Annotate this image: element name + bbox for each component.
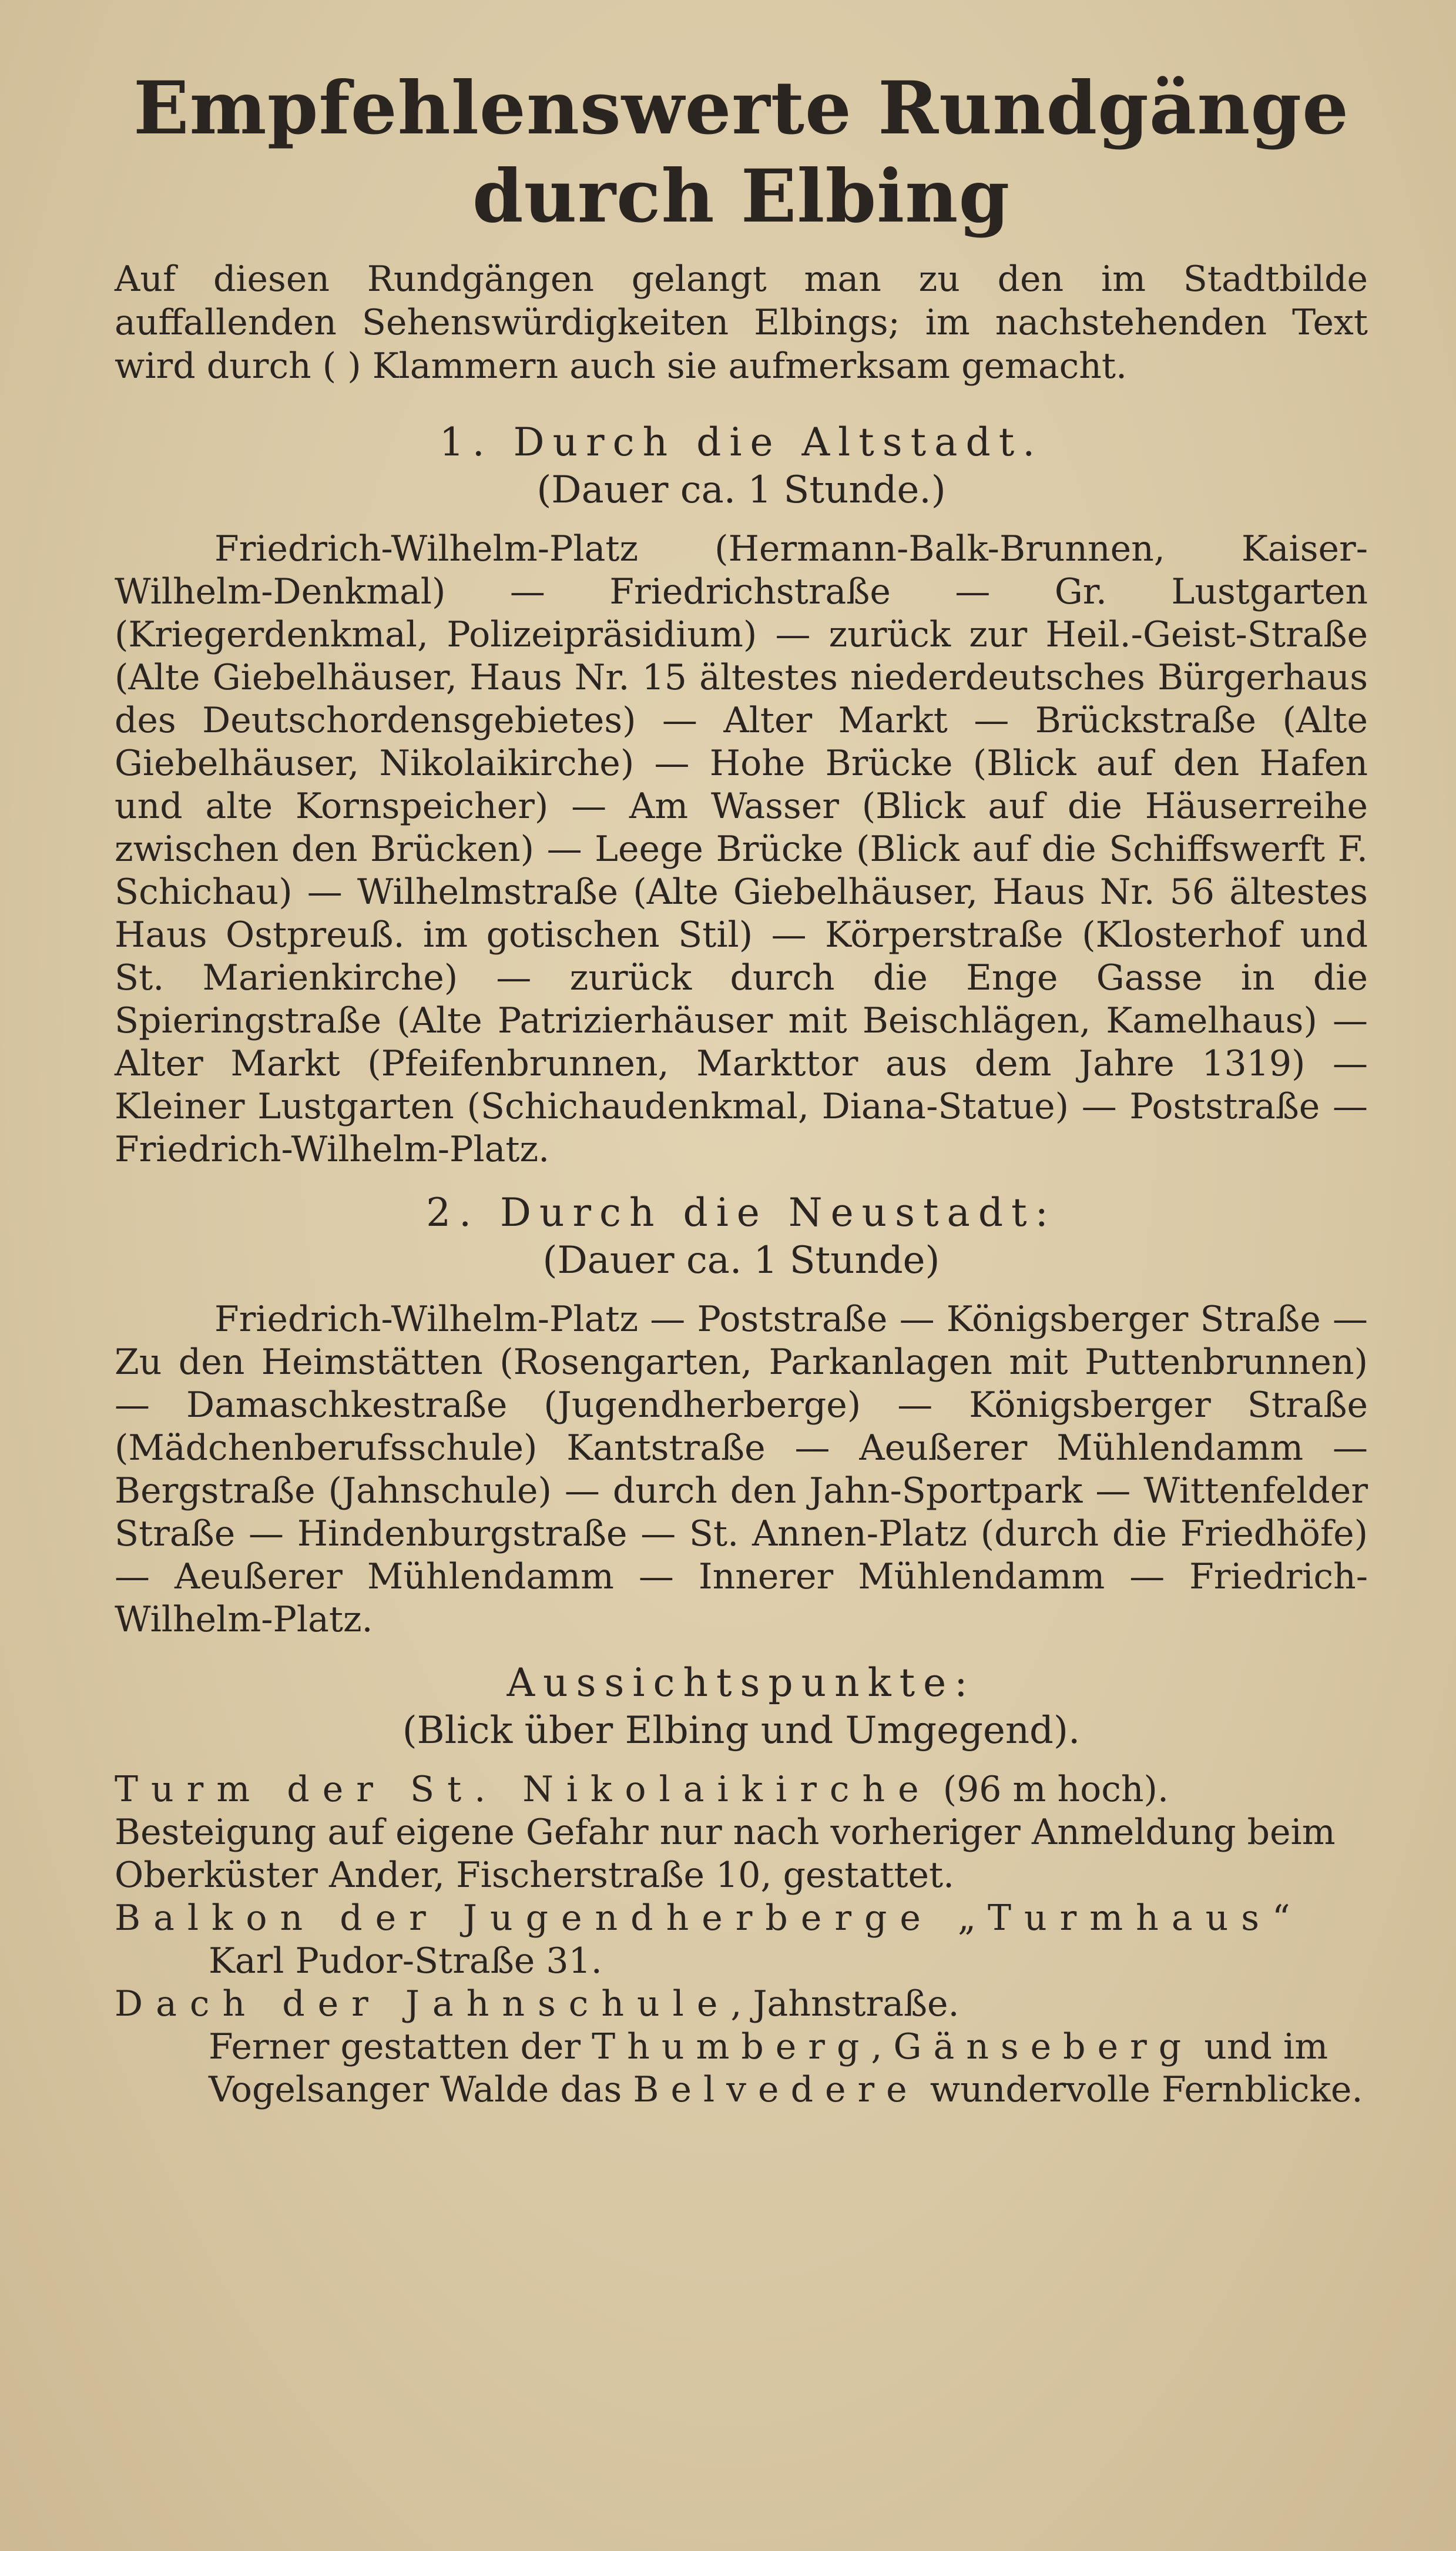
viewpoints-subheading: (Blick über Elbing und Umgegend).: [402, 1709, 1081, 1752]
page-title: [115, 65, 1368, 241]
viewpoint-item: [115, 1768, 1368, 1897]
viewpoint-item: [115, 1897, 1368, 1983]
viewpoint-name: Dach der Jahnschule: [115, 1983, 731, 2024]
place-gaenseberg: Gänseberg: [893, 2026, 1193, 2067]
place-belvedere: Belvedere: [633, 2069, 919, 2110]
place-thumberg: Thumberg: [592, 2026, 871, 2067]
viewpoints-heading: Aussichtspunkte:: [506, 1660, 976, 1705]
extra-text: wundervolle Fernblicke.: [918, 2069, 1363, 2110]
section-2-route: Friedrich-Wilhelm-Platz — Poststraße — Königsberger Straße — Zu den Heimstätten (Rosengarten, Parkanlagen mit Puttenbrunnen) — Damaschkestraße (Jugendherberge) — Königsberger Straße (Mädchenberufsschule) Kantstraße — Aeußerer Mühlendamm — Bergstraße (Jahnschule) — durch den Jahn-Sportpark — Wittenfelder Straße — Hindenburgstraße — St. Annen-Platz (durch die Friedhöfe) — Aeußerer Mühlendamm — Innerer Mühlendamm — Friedrich-Wilhelm-Platz.: [115, 1299, 1368, 1640]
viewpoint-note: , Jahnstraße.: [730, 1983, 960, 2024]
extra-text: ,: [871, 2026, 894, 2067]
section-1-route: Friedrich-Wilhelm-Platz (Hermann-Balk-Brunnen, Kaiser-Wilhelm-Denkmal) — Friedrichstraße — Gr. Lustgarten (Kriegerdenkmal, Polizeipräsidium) — zurück zur Heil.-Geist-Straße (Alte Giebelhäuser, Haus Nr. 15 ältestes niederdeutsches Bürgerhaus des Deutschordensgebietes) — Alter Markt — Brückstraße (Alte Giebelhäuser, Nikolaikirche) — Hohe Brücke (Blick auf den Hafen und alte Kornspeicher) — Am Wasser (Blick auf die Häuserreihe zwischen den Brücken) — Leege Brücke (Blick auf die Schiffswerft F. Schichau) — Wilhelmstraße (Alte Giebelhäuser, Haus Nr. 56 ältestes Haus Ostpreuß. im gotischen Stil) — Körperstraße (Klosterhof und St. Marienkirche) — zurück durch die Enge Gasse in die Spieringstraße (Alte Patrizierhäuser mit Beischlägen, Kamelhaus) — Alter Markt (Pfeifenbrunnen, Markttor aus dem Jahre 1319) — Kleiner Lustgarten (Schichaudenkmal, Diana-Statue) — Poststraße — Friedrich-Wilhelm-Platz.: [115, 528, 1368, 1170]
viewpoints-extra: [115, 2026, 1368, 2111]
viewpoint-note: (96 m hoch). Besteigung auf eigene Gefahr nur nach vorheriger Anmeldung beim Oberküster Ander, Fischerstraße 10, gestattet.: [115, 1769, 1336, 1896]
section-2-heading: 2. Durch die Neustadt:: [426, 1190, 1056, 1235]
extra-text: Ferner gestatten der: [209, 2026, 592, 2067]
section-neustadt: [115, 1189, 1368, 1641]
title-line-1: Empfehlenswerte Rundgänge: [133, 66, 1349, 151]
viewpoint-item: [115, 1983, 1368, 2026]
section-1-heading: 1. Durch die Altstadt.: [439, 420, 1044, 465]
viewpoint-note: Karl Pudor-Straße 31.: [209, 1940, 602, 1982]
extra-text: und im Vogelsanger Walde das: [209, 2026, 1328, 2110]
viewpoint-list: [115, 1768, 1368, 2026]
section-altstadt: [115, 418, 1368, 1171]
title-line-2: durch Elbing: [472, 154, 1011, 239]
section-viewpoints: [115, 1659, 1368, 2111]
viewpoint-name: Balkon der Jugendherberge „Turmhaus“: [115, 1898, 1303, 1939]
viewpoint-name: Turm der St. Nikolaikirche: [115, 1769, 932, 1810]
section-2-duration: (Dauer ca. 1 Stunde): [542, 1239, 940, 1282]
intro-paragraph: Auf diesen Rundgängen gelangt man zu den im Stadtbilde auffallenden Sehenswürdigkeiten Elbings; im nachstehenden Text wird durch ( ) Klammern auch sie aufmerksam gemacht.: [115, 259, 1368, 387]
section-1-duration: (Dauer ca. 1 Stunde.): [536, 468, 946, 512]
